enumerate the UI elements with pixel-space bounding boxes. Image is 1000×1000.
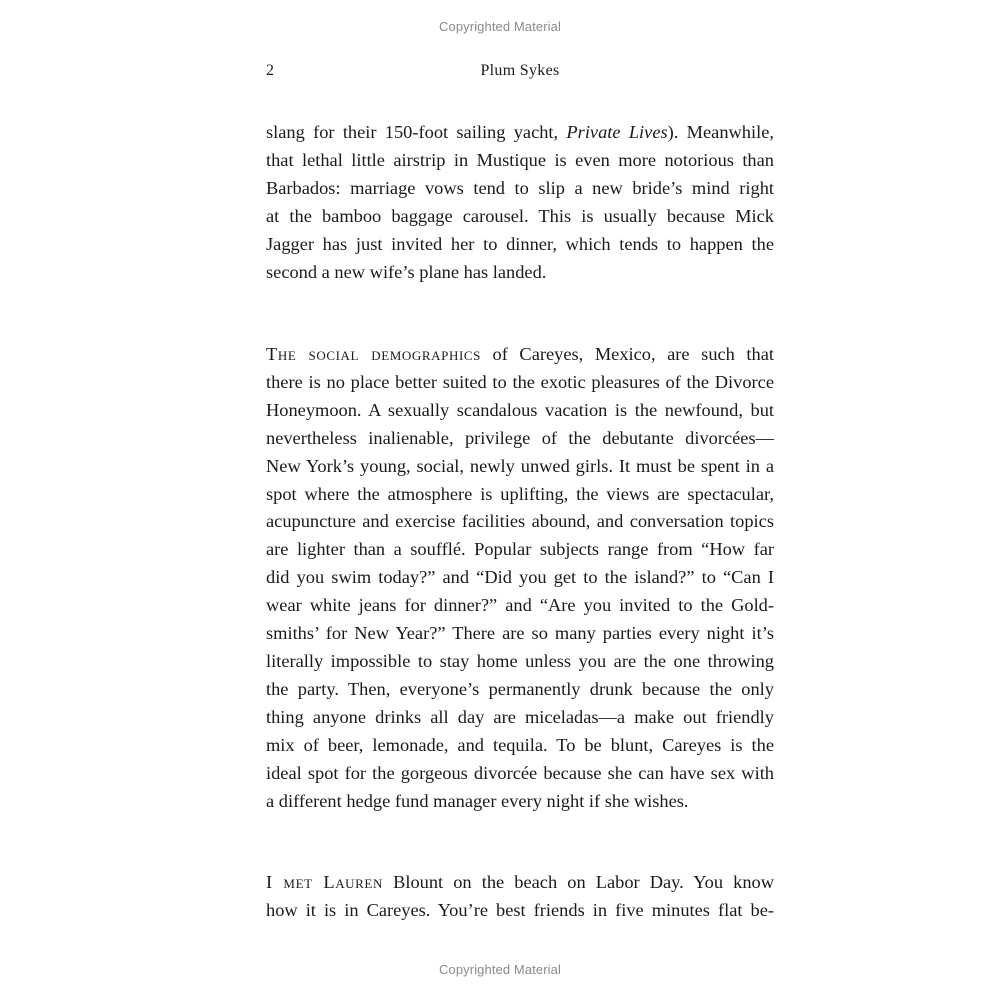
paragraph-1 bbox=[266, 119, 774, 286]
text-line: slang for their 150-foot sailing yacht, Private Lives). Meanwhile, bbox=[266, 122, 774, 142]
text-line: New York’s young, social, newly unwed girls. It must be spent in a bbox=[266, 455, 774, 476]
italic-title: Private Lives bbox=[566, 122, 668, 142]
text-line: Jagger has just invited her to dinner, which tends to happen the bbox=[266, 233, 774, 254]
text-line: nevertheless inalienable, privilege of the debutante divorcées— bbox=[266, 427, 774, 448]
small-caps-lead-in: The social demographics bbox=[266, 344, 481, 364]
text-line: literally impossible to stay home unless you are the one throwing bbox=[266, 650, 774, 671]
text-line: Barbados: marriage vows tend to slip a new bride’s mind right bbox=[266, 177, 774, 198]
text-line: second a new wife’s plane has landed. bbox=[266, 261, 547, 282]
text-line: a different hedge fund manager every night if she wishes. bbox=[266, 790, 689, 811]
text-line: at the bamboo baggage carousel. This is usually because Mick bbox=[266, 205, 774, 226]
text-line: The social demographics of Careyes, Mexico, are such that bbox=[266, 344, 774, 364]
text-line: that lethal little airstrip in Mustique is even more notorious than bbox=[266, 149, 774, 170]
text-line: mix of beer, lemonade, and tequila. To be blunt, Careyes is the bbox=[266, 734, 774, 755]
text-line: ideal spot for the gorgeous divorcée because she can have sex with bbox=[266, 762, 774, 783]
text-line: did you swim today?” and “Did you get to the island?” to “Can I bbox=[266, 567, 774, 588]
page-number: 2 bbox=[266, 62, 274, 79]
copyright-watermark-top: Copyrighted Material bbox=[439, 19, 561, 34]
text-line: wear white jeans for dinner?” and “Are you invited to the Gold- bbox=[266, 595, 774, 616]
copyright-watermark-bottom: Copyrighted Material bbox=[439, 962, 561, 977]
text-line: are lighter than a soufflé. Popular subjects range from “How far bbox=[266, 539, 774, 560]
running-title: Plum Sykes bbox=[480, 62, 560, 79]
small-caps-lead-in: I met Lauren bbox=[266, 872, 383, 892]
text-line: smiths’ for New Year?” There are so many parties every night it’s bbox=[266, 623, 774, 644]
text-line: how it is in Careyes. You’re best friends in five minutes flat be- bbox=[266, 899, 774, 920]
text-line: thing anyone drinks all day are miceladas—a make out friendly bbox=[266, 706, 774, 727]
text-line: there is no place better suited to the exotic pleasures of the Divorce bbox=[266, 371, 774, 392]
paragraph-3 bbox=[266, 869, 774, 925]
paragraph-2 bbox=[266, 341, 774, 815]
text-line: spot where the atmosphere is uplifting, the views are spectacular, bbox=[266, 483, 774, 504]
text-line: I met Lauren Blount on the beach on Labor Day. You know bbox=[266, 872, 774, 892]
running-header bbox=[266, 62, 774, 84]
text-line: the party. Then, everyone’s permanently drunk because the only bbox=[266, 678, 774, 699]
text-line: acupuncture and exercise facilities abound, and conversation topics bbox=[266, 511, 774, 532]
text-line: Honeymoon. A sexually scandalous vacation is the newfound, but bbox=[266, 399, 774, 420]
